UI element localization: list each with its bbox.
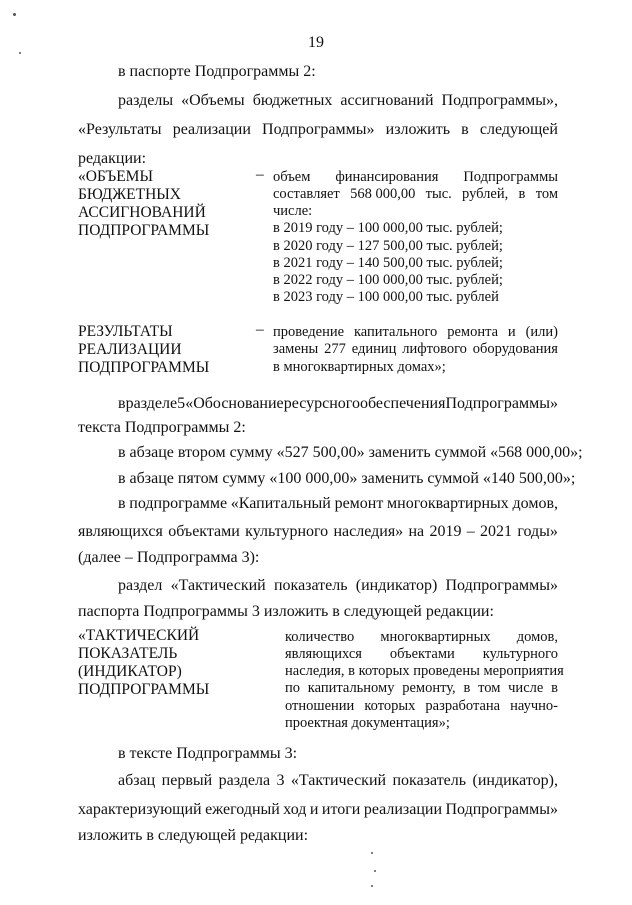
word: в [463, 680, 471, 696]
word: обеспечения [360, 395, 446, 412]
word: в [118, 395, 126, 412]
word: 568 000,00 [350, 186, 416, 202]
word: бюджетных [252, 92, 333, 109]
paragraph-line: изложить в следующей редакции: [78, 827, 309, 844]
dash: – [256, 321, 264, 338]
table-value-line: в 2019 году – 100 000,00 тыс. рублей; [273, 220, 503, 236]
table-value-line [273, 185, 558, 203]
word: проведение [273, 324, 345, 340]
table-value-line: числе: [273, 203, 313, 219]
word: оборудования [472, 341, 558, 357]
word: ремонт [334, 495, 384, 512]
table-value-line [273, 340, 558, 358]
word: «Тактический [290, 772, 387, 789]
table-value-line: в 2023 году – 100 000,00 тыс. рублей [273, 289, 499, 305]
word: многоквартирных [387, 495, 509, 512]
word: абзац [118, 772, 156, 789]
word: реализации [172, 121, 251, 138]
word: (индикатор), [472, 772, 558, 789]
paragraph-line [78, 120, 558, 140]
word: «Результаты [78, 121, 162, 138]
paragraph-line [118, 394, 558, 414]
word: рублей, [462, 186, 509, 202]
paragraph-line: редакции: [78, 150, 147, 167]
word: разработана [425, 698, 501, 714]
word: Подпрограммы» [262, 121, 375, 138]
scan-speck [19, 52, 21, 54]
word: объектами [389, 646, 455, 662]
word: подпрограмме [129, 495, 228, 512]
word: научно- [510, 698, 558, 714]
paragraph-line [78, 800, 558, 820]
word: 3 [276, 772, 285, 789]
table-value-line: в 2021 году – 140 500,00 тыс. рублей; [273, 255, 503, 271]
word: первый [161, 772, 213, 789]
table-label: «ОБЪЕМЫ БЮДЖЕТНЫХ АССИГНОВАНИЙ ПОДПРОГРАММЫ [78, 168, 210, 239]
word: в [551, 680, 558, 696]
table-value-line [273, 168, 558, 186]
table-label: «ТАКТИЧЕСКИЙ ПОКАЗАТЕЛЬ (ИНДИКАТОР) ПОДПРОГРАММЫ [78, 627, 210, 698]
word: и [309, 801, 319, 818]
word: тыс. [425, 186, 452, 202]
word: (индикатор) [355, 577, 438, 594]
word: реализации [363, 801, 443, 818]
table-value-line [285, 697, 558, 715]
scan-speck [374, 870, 376, 872]
word: культурного [245, 523, 329, 540]
word: в [461, 121, 469, 138]
word: объем [273, 169, 311, 185]
word: «Капитальный [230, 495, 331, 512]
word: домов, [516, 629, 558, 645]
word: раздела [218, 772, 271, 789]
paragraph-line [118, 494, 558, 514]
word: Подпрограммы», [441, 92, 558, 109]
word: многоквартирных [380, 629, 491, 645]
word: том [478, 680, 501, 696]
word: «Тактический [170, 577, 266, 594]
word: замены [273, 341, 319, 357]
word: капитальному [307, 680, 395, 696]
paragraph: в тексте Подпрограммы 3: [118, 745, 298, 762]
word: разделе [125, 395, 178, 412]
word: капитального [353, 324, 438, 340]
word: объектами [168, 523, 240, 540]
word: Подпрограммы» [445, 395, 558, 412]
scan-speck [371, 852, 373, 854]
word: (или) [525, 324, 558, 340]
word: 277 [324, 341, 346, 357]
paragraph-line: паспорта Подпрограммы 3 изложить в следующей редакции: [78, 603, 494, 620]
paragraph-line [118, 576, 558, 596]
word: раздел [118, 577, 163, 594]
word: итоги [321, 801, 361, 818]
word: Подпрограммы» [445, 577, 558, 594]
word: Подпрограммы» [445, 801, 558, 818]
word: ход [283, 801, 307, 818]
word: годы» [517, 523, 558, 540]
word: являющихся [285, 646, 362, 662]
table-value-line: в 2020 году – 127 500,00 тыс. рублей; [273, 238, 503, 254]
word: показатель [273, 577, 348, 594]
scan-speck [371, 885, 373, 887]
paragraph-line [118, 91, 558, 111]
word: изложить [385, 121, 451, 138]
word: количество [285, 629, 355, 645]
table-label: РЕЗУЛЬТАТЫ РЕАЛИЗАЦИИ ПОДПРОГРАММЫ [78, 323, 210, 376]
table-value-line [285, 628, 558, 646]
table-value-line: наследия, в которых проведены мероприятия [285, 663, 564, 679]
word: числе [508, 680, 544, 696]
word: отношении [285, 698, 355, 714]
word: являющихся [78, 523, 163, 540]
word: и [507, 324, 516, 340]
word: следующей [479, 121, 558, 138]
word: лифтового [402, 341, 467, 357]
word: в [518, 186, 526, 202]
paragraph: в абзаце пятом сумму «100 000,00» заменить суммой «140 500,00»; [118, 470, 576, 487]
word: финансирования [335, 169, 439, 185]
word: ресурсного [283, 395, 360, 412]
word: культурного [482, 646, 558, 662]
dash: – [256, 166, 264, 183]
word: характеризующий [78, 801, 202, 818]
word: Подпрограммы [463, 169, 558, 185]
word: 2021 [480, 523, 513, 540]
table-value-line [285, 679, 558, 697]
word: в [118, 495, 126, 512]
scan-speck [13, 13, 16, 16]
word: «Обоснование [185, 395, 284, 412]
table-value-line: в многоквартирных домах»; [273, 359, 446, 375]
word: «Объемы [181, 92, 245, 109]
paragraph-line [78, 522, 558, 542]
paragraph-line [118, 771, 558, 791]
page-number: 19 [308, 34, 324, 51]
word: том [535, 186, 558, 202]
table-value-line: в 2022 году – 100 000,00 тыс. рублей; [273, 272, 503, 288]
word: наследия» [333, 523, 404, 540]
word: ремонту, [402, 680, 456, 696]
table-value-line [285, 645, 558, 663]
word: ассигнований [340, 92, 434, 109]
word: на [408, 523, 425, 540]
word: ежегодный [205, 801, 280, 818]
word: показатель [392, 772, 467, 789]
word: составляет [273, 186, 340, 202]
word: – [466, 523, 475, 540]
word: 5 [177, 395, 186, 412]
paragraph: в паспорте Подпрограммы 2: [118, 63, 316, 80]
paragraph: в абзаце втором сумму «527 500,00» заменить суммой «568 000,00»; [118, 444, 583, 461]
table-value-line: проектная документация»; [285, 715, 450, 731]
word: 2019 [429, 523, 462, 540]
word: которых [364, 698, 416, 714]
paragraph-line: текста Подпрограммы 2: [78, 419, 246, 436]
word: ремонта [447, 324, 499, 340]
word: единиц [351, 341, 397, 357]
table-value-line [273, 323, 558, 341]
word: по [285, 680, 301, 696]
paragraph-line: (далее – Подпрограмма 3): [78, 549, 260, 566]
word: разделы [118, 92, 174, 109]
word: домов, [512, 495, 558, 512]
